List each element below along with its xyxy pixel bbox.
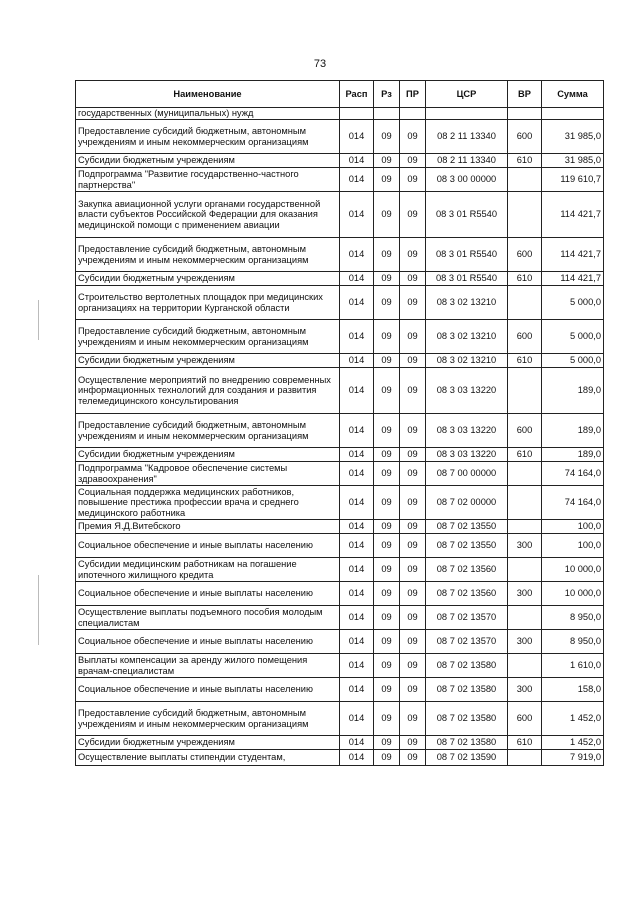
column-header-name: Наименование	[76, 81, 340, 108]
cell-csr: 08 3 00 00000	[426, 168, 508, 192]
column-header-rz: Рз	[374, 81, 400, 108]
column-header-sum: Сумма	[542, 81, 604, 108]
cell-sum: 5 000,0	[542, 286, 604, 320]
cell-vr: 600	[508, 120, 542, 154]
cell-vr	[508, 108, 542, 120]
cell-pr: 09	[400, 534, 426, 558]
column-header-rasp: Расп	[340, 81, 374, 108]
table-row	[76, 272, 604, 286]
cell-pr: 09	[400, 448, 426, 462]
table-row	[76, 238, 604, 272]
cell-pr	[400, 108, 426, 120]
cell-rz: 09	[374, 534, 400, 558]
column-header-vr: ВР	[508, 81, 542, 108]
cell-sum: 100,0	[542, 520, 604, 534]
cell-pr: 09	[400, 736, 426, 750]
cell-pr: 09	[400, 272, 426, 286]
cell-vr	[508, 520, 542, 534]
scan-artifact-line	[38, 575, 39, 645]
cell-sum: 1 452,0	[542, 736, 604, 750]
cell-sum: 8 950,0	[542, 606, 604, 630]
table-row	[76, 702, 604, 736]
cell-rasp: 014	[340, 630, 374, 654]
table-row	[76, 534, 604, 558]
table-row	[76, 462, 604, 486]
cell-pr: 09	[400, 606, 426, 630]
cell-rasp: 014	[340, 286, 374, 320]
table-row	[76, 630, 604, 654]
table-row	[76, 354, 604, 368]
cell-pr: 09	[400, 238, 426, 272]
cell-rasp: 014	[340, 320, 374, 354]
cell-csr: 08 2 11 13340	[426, 120, 508, 154]
table-row	[76, 286, 604, 320]
cell-pr: 09	[400, 286, 426, 320]
column-header-pr: ПР	[400, 81, 426, 108]
cell-sum: 100,0	[542, 534, 604, 558]
cell-name: Субсидии бюджетным учреждениям	[76, 354, 340, 368]
cell-rz: 09	[374, 414, 400, 448]
cell-rz: 09	[374, 654, 400, 678]
cell-vr: 300	[508, 678, 542, 702]
cell-rasp: 014	[340, 462, 374, 486]
table-row	[76, 606, 604, 630]
cell-pr: 09	[400, 702, 426, 736]
cell-rz: 09	[374, 448, 400, 462]
table-row	[76, 108, 604, 120]
cell-vr	[508, 654, 542, 678]
cell-csr: 08 7 02 00000	[426, 486, 508, 520]
cell-csr: 08 3 01 R5540	[426, 192, 508, 238]
cell-vr: 610	[508, 154, 542, 168]
cell-csr: 08 3 01 R5540	[426, 272, 508, 286]
cell-sum: 74 164,0	[542, 486, 604, 520]
cell-name: Предоставление субсидий бюджетным, автономным учреждениям и иным некоммерческим организациям	[76, 120, 340, 154]
cell-vr	[508, 606, 542, 630]
cell-vr	[508, 368, 542, 414]
cell-sum: 74 164,0	[542, 462, 604, 486]
cell-pr: 09	[400, 582, 426, 606]
cell-name: Подпрограмма "Развитие государственно-частного партнерства"	[76, 168, 340, 192]
cell-name: Закупка авиационной услуги органами государственной власти субъектов Российской Федерации для оказания медицинской помощи с применением авиации	[76, 192, 340, 238]
cell-rz: 09	[374, 702, 400, 736]
cell-csr: 08 2 11 13340	[426, 154, 508, 168]
cell-name: Социальная поддержка медицинских работников, повышение престижа профессии врача и среднего медицинского работника	[76, 486, 340, 520]
table-row	[76, 582, 604, 606]
cell-sum: 189,0	[542, 448, 604, 462]
cell-csr: 08 3 02 13210	[426, 354, 508, 368]
cell-name: Субсидии бюджетным учреждениям	[76, 736, 340, 750]
cell-pr: 09	[400, 654, 426, 678]
cell-sum: 114 421,7	[542, 238, 604, 272]
cell-vr	[508, 192, 542, 238]
cell-csr: 08 3 03 13220	[426, 368, 508, 414]
table-row	[76, 654, 604, 678]
cell-rasp: 014	[340, 486, 374, 520]
cell-sum: 7 919,0	[542, 750, 604, 766]
cell-rz: 09	[374, 462, 400, 486]
cell-rz: 09	[374, 582, 400, 606]
cell-csr: 08 7 02 13570	[426, 606, 508, 630]
cell-vr: 610	[508, 354, 542, 368]
cell-pr: 09	[400, 354, 426, 368]
cell-pr: 09	[400, 368, 426, 414]
table-row	[76, 414, 604, 448]
cell-rasp: 014	[340, 120, 374, 154]
cell-vr: 600	[508, 414, 542, 448]
cell-csr: 08 7 02 13580	[426, 702, 508, 736]
cell-rasp: 014	[340, 702, 374, 736]
cell-csr: 08 7 02 13560	[426, 558, 508, 582]
cell-sum: 10 000,0	[542, 558, 604, 582]
cell-rz: 09	[374, 486, 400, 520]
budget-table	[75, 80, 604, 766]
cell-vr	[508, 462, 542, 486]
table-row	[76, 678, 604, 702]
cell-rasp: 014	[340, 558, 374, 582]
table-row	[76, 750, 604, 766]
cell-vr	[508, 486, 542, 520]
cell-sum: 31 985,0	[542, 120, 604, 154]
table-header-row	[76, 81, 604, 108]
cell-name: Социальное обеспечение и иные выплаты населению	[76, 534, 340, 558]
cell-pr: 09	[400, 678, 426, 702]
cell-rasp: 014	[340, 368, 374, 414]
table-row	[76, 736, 604, 750]
cell-sum: 119 610,7	[542, 168, 604, 192]
cell-rasp: 014	[340, 678, 374, 702]
cell-rasp: 014	[340, 582, 374, 606]
cell-rasp: 014	[340, 654, 374, 678]
cell-rasp: 014	[340, 606, 374, 630]
cell-pr: 09	[400, 192, 426, 238]
cell-csr: 08 3 03 13220	[426, 448, 508, 462]
cell-vr	[508, 286, 542, 320]
cell-pr: 09	[400, 750, 426, 766]
cell-pr: 09	[400, 486, 426, 520]
cell-rasp: 014	[340, 168, 374, 192]
cell-csr: 08 7 02 13580	[426, 654, 508, 678]
table-row	[76, 368, 604, 414]
cell-pr: 09	[400, 630, 426, 654]
cell-name: Субсидии бюджетным учреждениям	[76, 448, 340, 462]
cell-csr: 08 7 00 00000	[426, 462, 508, 486]
cell-vr: 610	[508, 448, 542, 462]
cell-rasp: 014	[340, 272, 374, 286]
table-row	[76, 520, 604, 534]
cell-sum: 189,0	[542, 414, 604, 448]
cell-rz: 09	[374, 606, 400, 630]
cell-name: Строительство вертолетных площадок при медицинских организациях на территории Курганской области	[76, 286, 340, 320]
cell-vr: 600	[508, 702, 542, 736]
cell-rasp: 014	[340, 750, 374, 766]
cell-name: Премия Я.Д.Витебского	[76, 520, 340, 534]
cell-csr: 08 3 03 13220	[426, 414, 508, 448]
cell-rz: 09	[374, 630, 400, 654]
cell-vr	[508, 750, 542, 766]
cell-csr: 08 7 02 13580	[426, 678, 508, 702]
table-row	[76, 486, 604, 520]
table-row	[76, 192, 604, 238]
cell-rz: 09	[374, 168, 400, 192]
cell-name: Предоставление субсидий бюджетным, автономным учреждениям и иным некоммерческим организациям	[76, 702, 340, 736]
cell-csr: 08 7 02 13570	[426, 630, 508, 654]
cell-sum: 114 421,7	[542, 192, 604, 238]
table-row	[76, 320, 604, 354]
cell-rasp: 014	[340, 736, 374, 750]
cell-rz: 09	[374, 354, 400, 368]
cell-rz: 09	[374, 286, 400, 320]
cell-name: Предоставление субсидий бюджетным, автономным учреждениям и иным некоммерческим организациям	[76, 414, 340, 448]
cell-sum	[542, 108, 604, 120]
cell-name: Предоставление субсидий бюджетным, автономным учреждениям и иным некоммерческим организациям	[76, 320, 340, 354]
cell-sum: 158,0	[542, 678, 604, 702]
cell-rz: 09	[374, 192, 400, 238]
cell-rasp: 014	[340, 520, 374, 534]
table-body	[76, 108, 604, 766]
cell-vr	[508, 558, 542, 582]
cell-csr	[426, 108, 508, 120]
table-row	[76, 154, 604, 168]
cell-name: Осуществление мероприятий по внедрению современных информационных технологий для создания и развития телемедицинского консультирования	[76, 368, 340, 414]
cell-pr: 09	[400, 520, 426, 534]
cell-sum: 5 000,0	[542, 354, 604, 368]
column-header-csr: ЦСР	[426, 81, 508, 108]
cell-rasp: 014	[340, 354, 374, 368]
scan-artifact-line	[38, 300, 39, 340]
cell-csr: 08 3 02 13210	[426, 286, 508, 320]
cell-rz: 09	[374, 154, 400, 168]
cell-name: Социальное обеспечение и иные выплаты населению	[76, 582, 340, 606]
cell-name: Подпрограмма "Кадровое обеспечение системы здравоохранения"	[76, 462, 340, 486]
cell-sum: 1 610,0	[542, 654, 604, 678]
cell-name: Субсидии бюджетным учреждениям	[76, 272, 340, 286]
cell-csr: 08 3 01 R5540	[426, 238, 508, 272]
cell-vr: 610	[508, 272, 542, 286]
cell-csr: 08 7 02 13550	[426, 520, 508, 534]
cell-csr: 08 7 02 13560	[426, 582, 508, 606]
cell-sum: 114 421,7	[542, 272, 604, 286]
cell-rasp: 014	[340, 238, 374, 272]
cell-rz: 09	[374, 272, 400, 286]
cell-pr: 09	[400, 168, 426, 192]
cell-sum: 5 000,0	[542, 320, 604, 354]
cell-name: Социальное обеспечение и иные выплаты населению	[76, 630, 340, 654]
cell-vr: 300	[508, 534, 542, 558]
cell-name: Социальное обеспечение и иные выплаты населению	[76, 678, 340, 702]
cell-vr: 300	[508, 582, 542, 606]
cell-rasp: 014	[340, 414, 374, 448]
table-row	[76, 168, 604, 192]
cell-vr: 610	[508, 736, 542, 750]
cell-pr: 09	[400, 154, 426, 168]
cell-rz: 09	[374, 750, 400, 766]
cell-csr: 08 7 02 13590	[426, 750, 508, 766]
cell-sum: 31 985,0	[542, 154, 604, 168]
cell-rz	[374, 108, 400, 120]
cell-rasp: 014	[340, 448, 374, 462]
table-row	[76, 120, 604, 154]
cell-rasp: 014	[340, 534, 374, 558]
cell-vr: 600	[508, 238, 542, 272]
cell-csr: 08 7 02 13580	[426, 736, 508, 750]
cell-rz: 09	[374, 120, 400, 154]
table-row	[76, 558, 604, 582]
cell-csr: 08 3 02 13210	[426, 320, 508, 354]
cell-sum: 189,0	[542, 368, 604, 414]
cell-name: государственных (муниципальных) нужд	[76, 108, 340, 120]
cell-pr: 09	[400, 320, 426, 354]
page-number: 73	[313, 58, 327, 70]
cell-pr: 09	[400, 558, 426, 582]
cell-name: Выплаты компенсации за аренду жилого помещения врачам-специалистам	[76, 654, 340, 678]
table-row	[76, 448, 604, 462]
cell-name: Осуществление выплаты подъемного пособия молодым специалистам	[76, 606, 340, 630]
cell-rz: 09	[374, 558, 400, 582]
cell-csr: 08 7 02 13550	[426, 534, 508, 558]
cell-rz: 09	[374, 736, 400, 750]
cell-name: Предоставление субсидий бюджетным, автономным учреждениям и иным некоммерческим организациям	[76, 238, 340, 272]
cell-pr: 09	[400, 462, 426, 486]
cell-sum: 8 950,0	[542, 630, 604, 654]
cell-name: Субсидии медицинским работникам на погашение ипотечного жилищного кредита	[76, 558, 340, 582]
cell-name: Субсидии бюджетным учреждениям	[76, 154, 340, 168]
cell-sum: 1 452,0	[542, 702, 604, 736]
cell-rz: 09	[374, 678, 400, 702]
cell-rz: 09	[374, 238, 400, 272]
cell-rasp	[340, 108, 374, 120]
cell-rz: 09	[374, 368, 400, 414]
cell-sum: 10 000,0	[542, 582, 604, 606]
cell-rasp: 014	[340, 192, 374, 238]
cell-rz: 09	[374, 520, 400, 534]
cell-pr: 09	[400, 414, 426, 448]
cell-vr: 300	[508, 630, 542, 654]
cell-name: Осуществление выплаты стипендии студентам,	[76, 750, 340, 766]
cell-rz: 09	[374, 320, 400, 354]
cell-rasp: 014	[340, 154, 374, 168]
cell-vr	[508, 168, 542, 192]
cell-pr: 09	[400, 120, 426, 154]
cell-vr: 600	[508, 320, 542, 354]
